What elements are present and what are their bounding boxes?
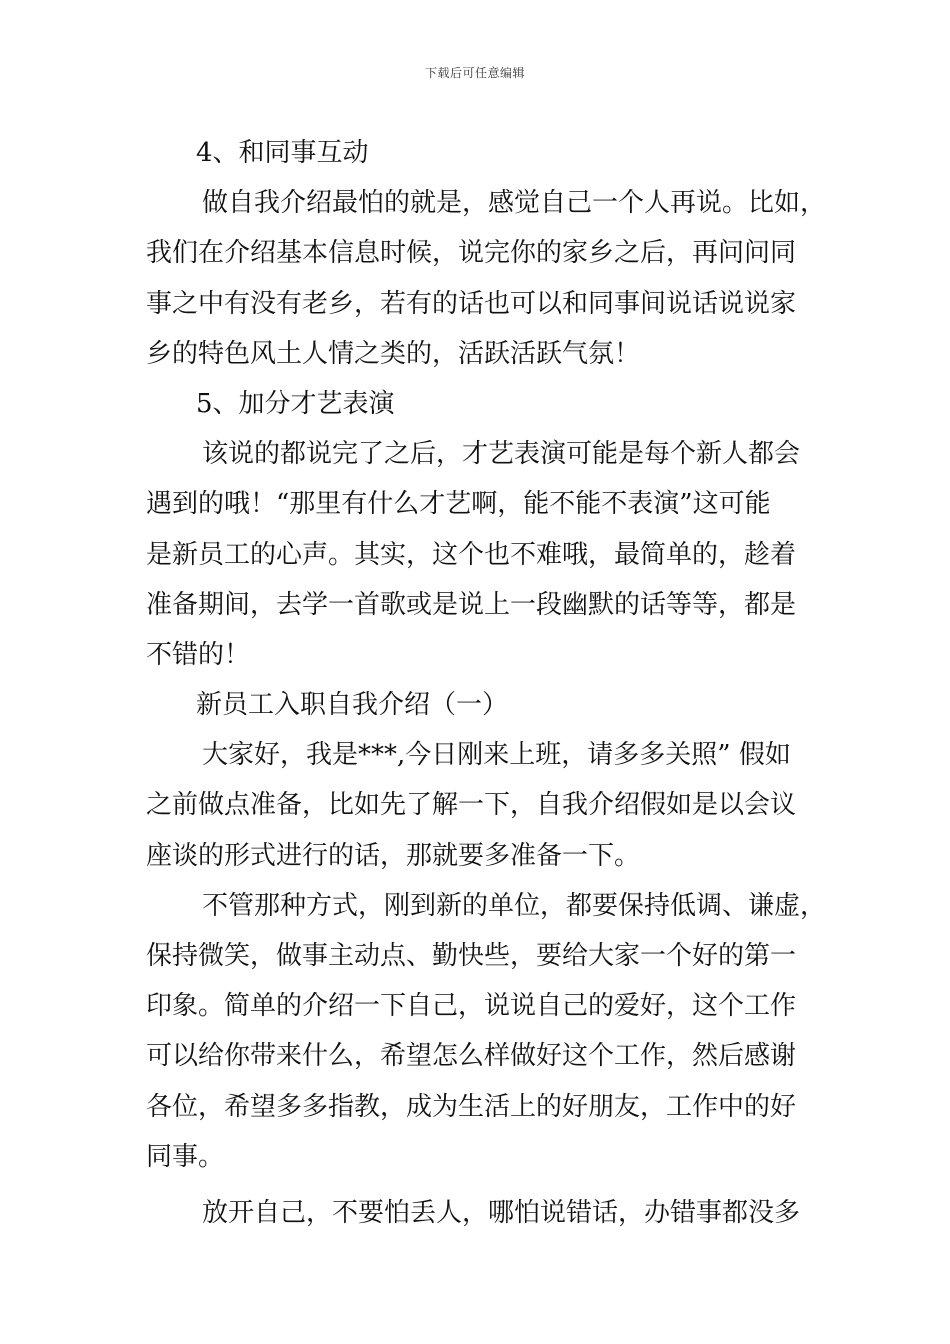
paragraph-line: 我们在介绍基本信息时候，说完你的家乡之后，再问问同 [146,238,797,269]
paragraph-line: 印象。简单的介绍一下自己，说说自己的爱好，这个工作 [146,991,797,1022]
section-heading: 新员工入职自我介绍（一） [196,690,509,721]
page-header: 下载后可任意编辑 [424,66,525,80]
section-heading: 4、和同事互动 [196,138,369,168]
paragraph-line: 乡的特色风土人情之类的，活跃活跃气氛！ [146,338,641,369]
paragraph-line: 可以给你带来什么，希望怎么样做好这个工作，然后感谢 [146,1041,797,1072]
paragraph-line: 大家好，我是***,今日刚来上班，请多多关照” 假如 [202,740,791,771]
paragraph-line: 同事。 [146,1141,225,1172]
paragraph-line: 该说的都说完了之后，才艺表演可能是每个新人都会 [202,439,801,470]
paragraph-line: 准备期间，去学一首歌或是说上一段幽默的话等等，都是 [146,589,797,620]
document-body [146,128,826,1238]
paragraph-line: 做自我介绍最怕的就是，感觉自己一个人再说。比如， [202,188,827,219]
paragraph-line: 遇到的哦！“那里有什么才艺啊，能不能不表演”这可能 [146,489,771,520]
paragraph-line: 事之中有没有老乡，若有的话也可以和同事间说话说说家 [146,288,797,319]
section-heading: 5、加分才艺表演 [196,388,395,419]
paragraph-line: 是新员工的心声。其实，这个也不难哦，最简单的，趁着 [146,539,797,570]
paragraph-line: 保持微笑，做事主动点、勤快些，要给大家一个好的第一 [146,941,797,971]
paragraph-line: 座谈的形式进行的话，那就要多准备一下。 [146,840,641,871]
paragraph-line: 各位，希望多多指教，成为生活上的好朋友，工作中的好 [146,1091,797,1122]
paragraph-line: 不错的！ [146,639,251,670]
paragraph-line: 之前做点准备，比如先了解一下，自我介绍假如是以会议 [146,790,797,821]
paragraph-line: 放开自己，不要怕丢人，哪怕说错话，办错事都没多 [202,1197,801,1228]
paragraph-line: 不管那种方式，刚到新的单位，都要保持低调、谦虚， [202,890,827,921]
